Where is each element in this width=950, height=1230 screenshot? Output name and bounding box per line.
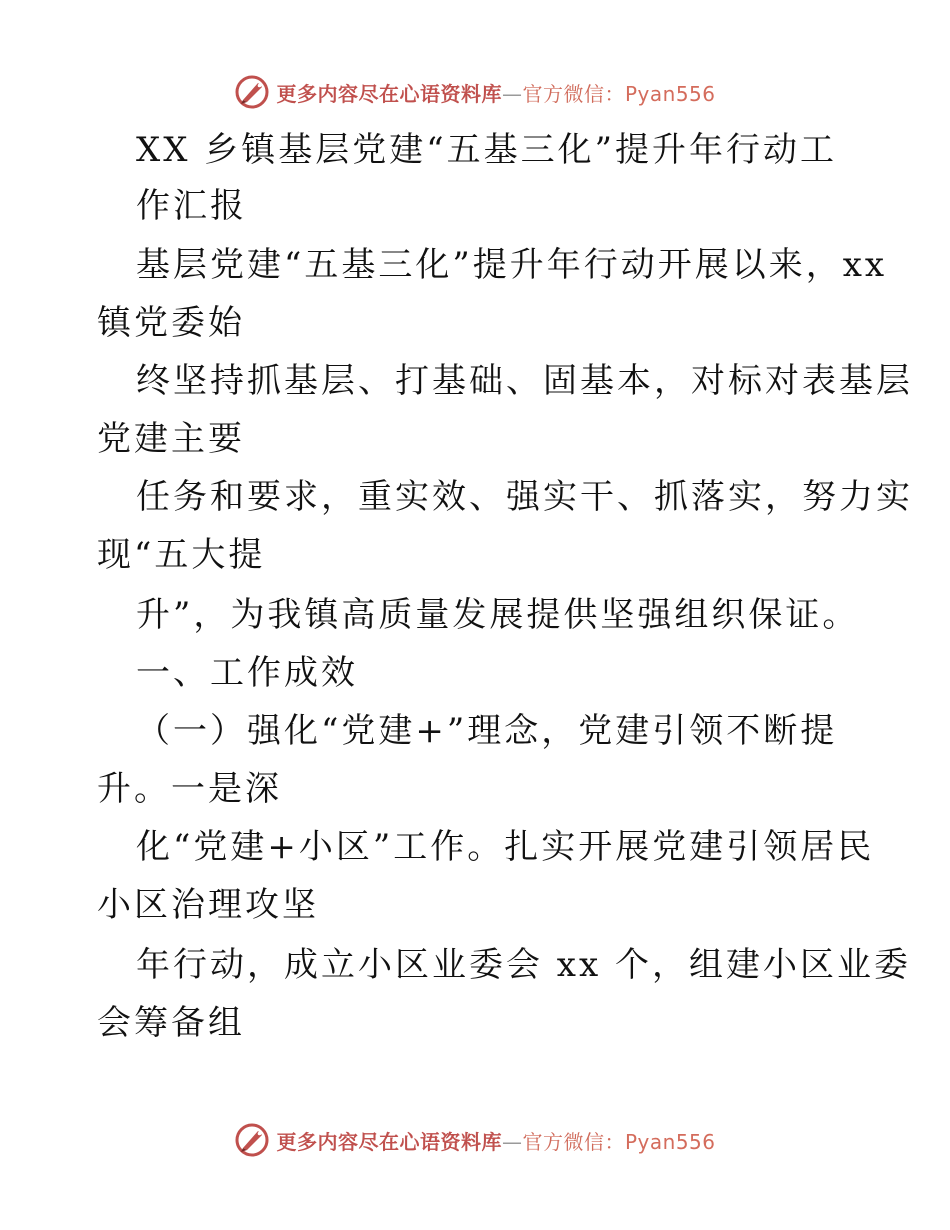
pen-logo-icon xyxy=(234,1122,270,1158)
watermark-text xyxy=(276,78,715,107)
subsection-heading: （一）强化“党建+”理念，党建引领不断提 xyxy=(136,711,838,751)
text-line: 现“五大提 xyxy=(97,535,266,575)
text-line: 终坚持抓基层、打基础、固基本，对标对表基层 xyxy=(136,361,913,401)
text-line: 党建主要 xyxy=(97,419,245,459)
watermark-main-text: 更多内容尽在心语资料库 xyxy=(276,1129,502,1154)
watermark-separator: — xyxy=(501,81,523,106)
section-heading: 一、工作成效 xyxy=(136,653,358,693)
footer-watermark xyxy=(0,1118,950,1162)
watermark-wechat-id: Pyan556 xyxy=(624,1129,716,1154)
text-line: 化“党建+小区”工作。扎实开展党建引领居民 xyxy=(136,827,875,867)
text-line: 会筹备组 xyxy=(97,1003,245,1043)
pen-logo-icon xyxy=(234,74,270,110)
text-line: 小区治理攻坚 xyxy=(97,885,319,925)
watermark-main-text: 更多内容尽在心语资料库 xyxy=(276,81,502,106)
watermark-wechat-label: 官方微信： xyxy=(522,81,625,106)
text-line: 升”，为我镇高质量发展提供坚强组织保证。 xyxy=(136,595,860,635)
header-watermark xyxy=(0,70,950,114)
text-line: 升。一是深 xyxy=(97,769,282,809)
text-line: XX 乡镇基层党建“五基三化”提升年行动工 xyxy=(136,130,837,170)
watermark-text xyxy=(276,1126,715,1155)
text-line: 镇党委始 xyxy=(97,303,245,343)
text-line: 年行动，成立小区业委会 xx 个，组建小区业委 xyxy=(136,945,911,985)
watermark-wechat-id: Pyan556 xyxy=(624,81,716,106)
text-line: 作汇报 xyxy=(136,186,247,226)
watermark-wechat-label: 官方微信： xyxy=(522,1129,625,1154)
watermark-separator: — xyxy=(501,1129,523,1154)
text-line: 基层党建“五基三化”提升年行动开展以来，xx xyxy=(136,245,888,285)
text-line: 任务和要求，重实效、强实干、抓落实，努力实 xyxy=(136,477,913,517)
